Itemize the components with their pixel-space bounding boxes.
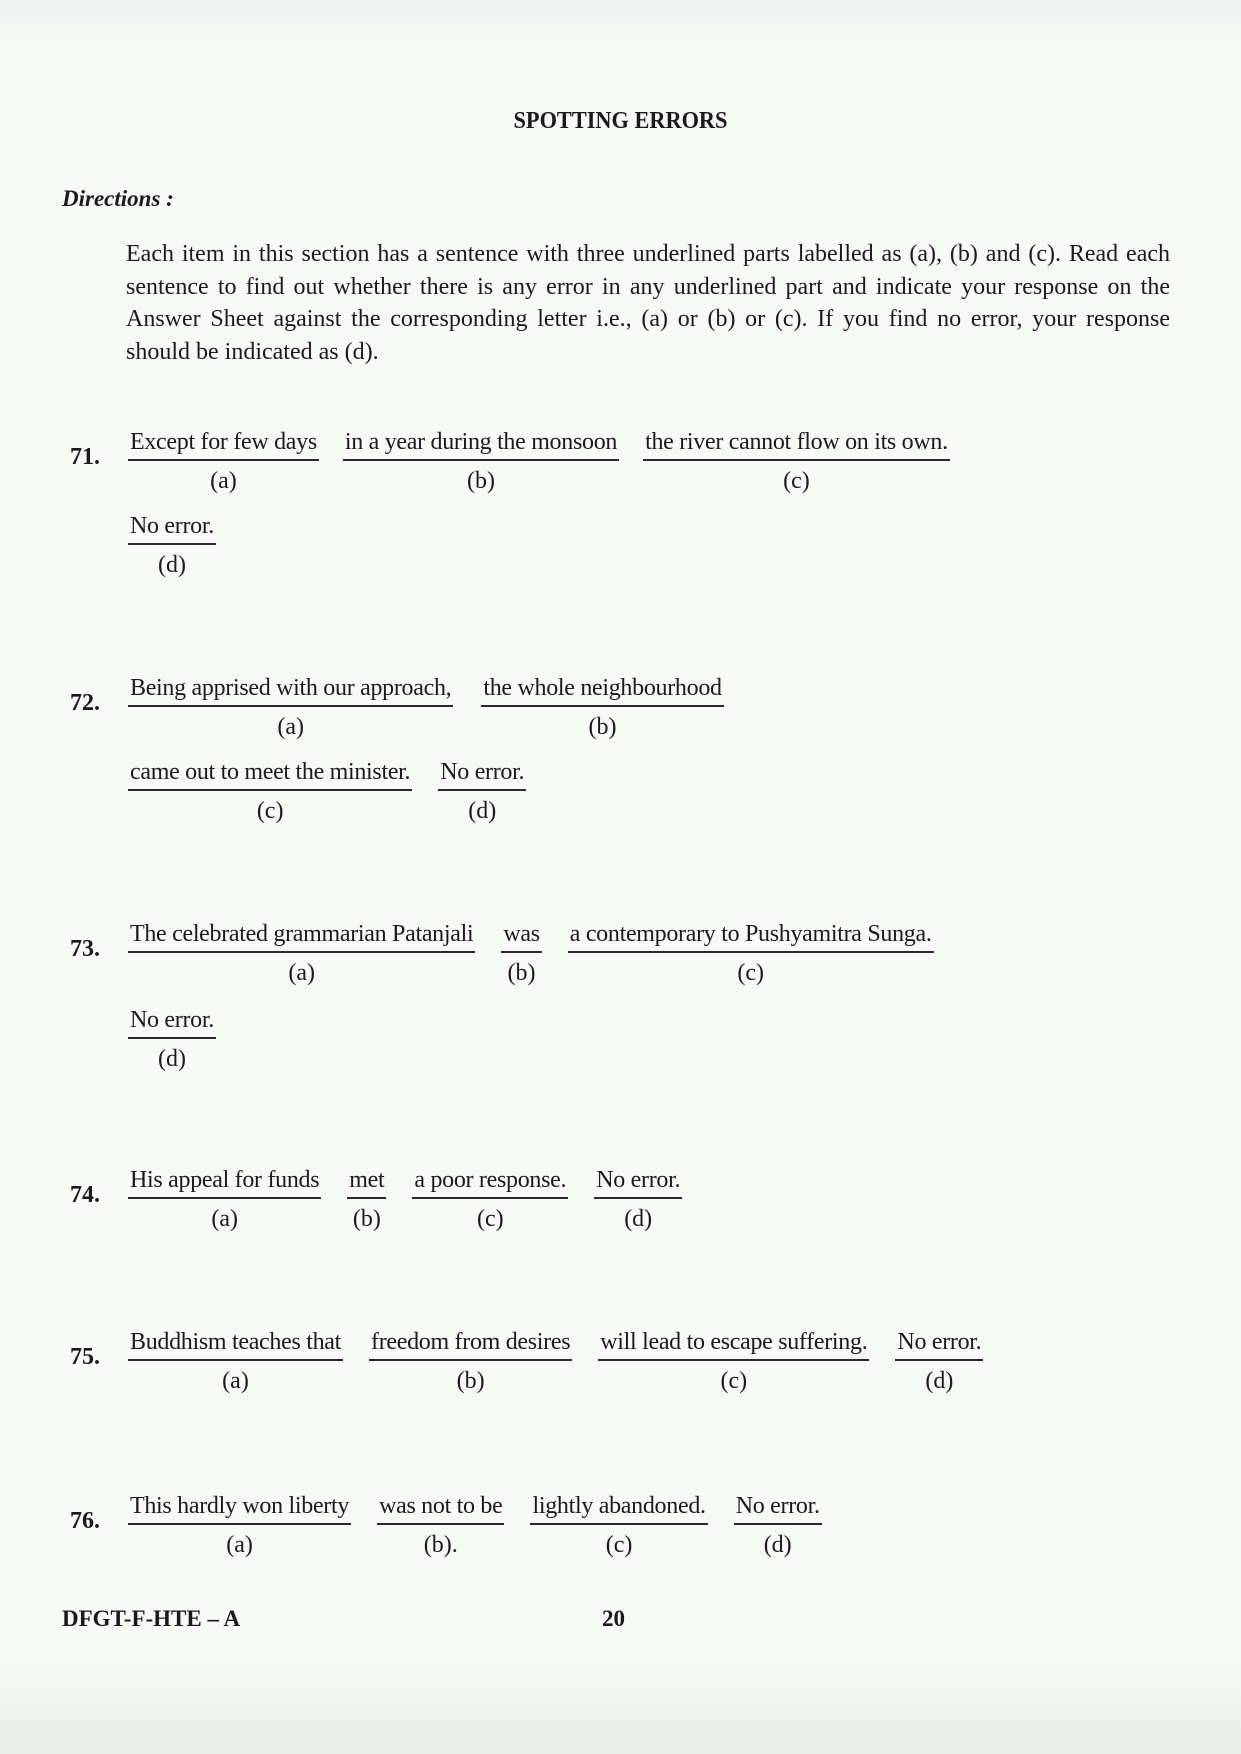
- option-a[interactable]: [128, 1328, 343, 1395]
- option-text: the river cannot flow on its own.: [643, 428, 950, 461]
- option-label: (c): [737, 960, 764, 986]
- option-text: No error.: [128, 512, 216, 545]
- option-a[interactable]: [128, 920, 475, 987]
- question-parts-row: [128, 1328, 983, 1395]
- option-label: (c): [256, 798, 284, 824]
- option-text: a poor response.: [412, 1166, 568, 1199]
- question-parts-row: [128, 758, 526, 825]
- question-parts-row: [128, 428, 950, 495]
- option-label: (b).: [423, 1532, 458, 1558]
- question-parts-row: [128, 512, 216, 579]
- option-a[interactable]: [128, 428, 319, 495]
- option-text: No error.: [895, 1328, 983, 1361]
- option-label: (a): [211, 1206, 238, 1232]
- option-c[interactable]: [598, 1328, 869, 1395]
- option-label: (d): [925, 1368, 954, 1394]
- option-a[interactable]: [128, 1492, 351, 1559]
- question-parts-row: [128, 1492, 822, 1559]
- option-text: No error.: [734, 1492, 822, 1525]
- option-text: The celebrated grammarian Patanjali: [128, 920, 475, 953]
- option-text: came out to meet the minister.: [128, 758, 412, 791]
- question-number: 74.: [70, 1182, 100, 1208]
- option-text: freedom from desires: [369, 1328, 572, 1361]
- option-a[interactable]: [128, 1166, 321, 1233]
- option-text: the whole neighbourhood: [481, 674, 723, 707]
- directions-label: Directions :: [62, 186, 174, 211]
- option-text: No error.: [438, 758, 526, 791]
- page-number: 20: [602, 1606, 625, 1631]
- option-label: (d): [763, 1532, 792, 1558]
- option-label: (c): [476, 1206, 504, 1232]
- option-b[interactable]: [377, 1492, 504, 1559]
- option-a[interactable]: [128, 674, 453, 741]
- option-text: was: [501, 920, 541, 953]
- question-parts-row: [128, 674, 724, 741]
- option-b[interactable]: [501, 920, 541, 987]
- option-label: (d): [468, 798, 497, 824]
- question-number: 72.: [70, 690, 100, 716]
- option-d[interactable]: [128, 512, 216, 579]
- option-text: Except for few days: [128, 428, 319, 461]
- option-text: Buddhism teaches that: [128, 1328, 343, 1361]
- directions-text: Each item in this section has a sentence with three underlined parts labelled as (a), (b) and (c). Read each sentence to find out whether there is any error in any underlined part and indicate your response on the Answer Sheet against the corresponding letter i.e., (a) or (b) or (c). If you find no error, your response should be indicated as (d).: [126, 241, 1170, 365]
- option-d[interactable]: [438, 758, 526, 825]
- option-text: will lead to escape suffering.: [598, 1328, 869, 1361]
- option-text: No error.: [594, 1166, 682, 1199]
- option-text: a contemporary to Pushyamitra Sunga.: [568, 920, 934, 953]
- option-c[interactable]: [568, 920, 934, 987]
- option-d[interactable]: [895, 1328, 983, 1395]
- option-text: lightly abandoned.: [530, 1492, 707, 1525]
- option-text: His appeal for funds: [128, 1166, 321, 1199]
- option-d[interactable]: [734, 1492, 822, 1559]
- option-label: (a): [277, 714, 304, 740]
- option-d[interactable]: [128, 1006, 216, 1073]
- option-label: (b): [588, 714, 617, 740]
- option-b[interactable]: [343, 428, 619, 495]
- question-parts-row: [128, 1166, 682, 1233]
- option-c[interactable]: [643, 428, 950, 495]
- option-label: (b): [467, 468, 495, 494]
- option-label: (c): [605, 1532, 633, 1558]
- question-number: 75.: [70, 1344, 100, 1370]
- question-parts-row: [128, 920, 934, 987]
- option-label: (b): [456, 1368, 485, 1394]
- question-number: 73.: [70, 936, 100, 962]
- option-text: was not to be: [377, 1492, 504, 1525]
- option-b[interactable]: [481, 674, 723, 741]
- option-d[interactable]: [594, 1166, 682, 1233]
- option-b[interactable]: [347, 1166, 386, 1233]
- option-c[interactable]: [412, 1166, 568, 1233]
- option-label: (b): [352, 1206, 381, 1232]
- question-parts-row: [128, 1006, 216, 1073]
- option-text: No error.: [128, 1006, 216, 1039]
- option-label: (a): [222, 1368, 249, 1394]
- option-label: (c): [783, 468, 810, 494]
- option-label: (a): [210, 468, 237, 494]
- option-label: (b): [507, 960, 536, 986]
- option-c[interactable]: [128, 758, 412, 825]
- option-label: (a): [288, 960, 315, 986]
- question-number: 71.: [70, 444, 100, 470]
- option-c[interactable]: [530, 1492, 707, 1559]
- option-text: met: [347, 1166, 386, 1199]
- option-text: This hardly won liberty: [128, 1492, 351, 1525]
- question-number: 76.: [70, 1508, 100, 1534]
- option-label: (d): [624, 1206, 653, 1232]
- option-text: Being apprised with our approach,: [128, 674, 453, 707]
- option-label: (a): [226, 1532, 253, 1558]
- option-text: in a year during the monsoon: [343, 428, 619, 461]
- option-b[interactable]: [369, 1328, 572, 1395]
- option-label: (d): [157, 1046, 186, 1072]
- option-label: (c): [720, 1368, 748, 1394]
- section-title: SPOTTING ERRORS: [513, 108, 728, 134]
- option-label: (d): [157, 552, 186, 578]
- booklet-code: DFGT-F-HTE – A: [62, 1606, 241, 1631]
